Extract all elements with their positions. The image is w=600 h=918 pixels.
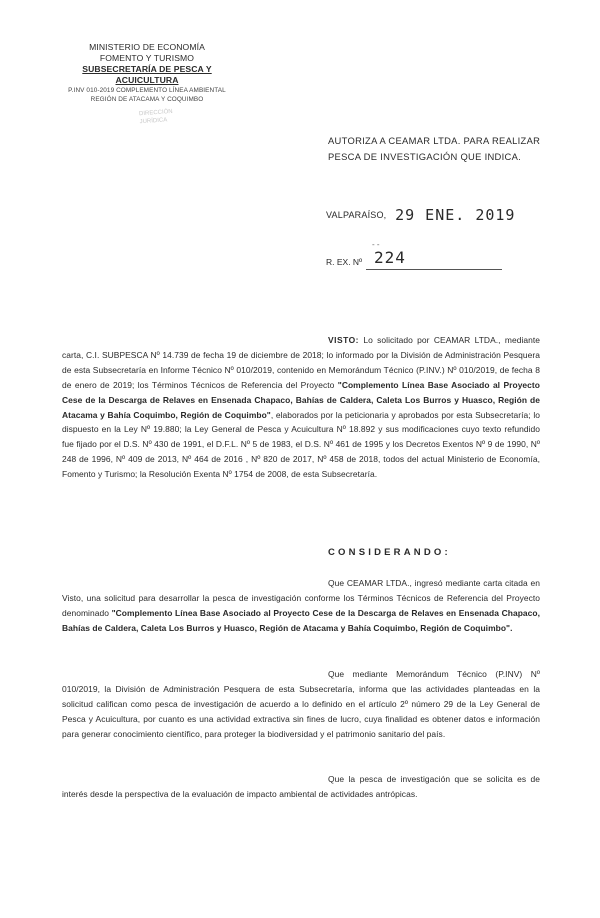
visto-paragraph xyxy=(62,333,540,482)
resolution-dash: - - xyxy=(372,240,380,249)
visto-text-2: , elaborados por la peticionaria y aprobados por esta Subsecretaría; lo dispuesto en la Ley Nº 19.880; la Ley General de Pesca y Acuicultura Nº 18.892 y sus modificaciones cuyo texto refundido fue fijado por el D.S. Nº 430 de 1991, el D.F.L. Nº 5 de 1983, el D.S. Nº 461 de 1995 y los Decretos Exentos Nº 9 de 1990, Nº 248 de 1996, Nº 409 de 2013, Nº 464 de 2016 , Nº 820 de 2017, Nº 458 de 2018, todos del actual Ministerio de Economía, Fomento y Turismo; la Resolución Exenta Nº 1754 de 2008, de esta Subsecretaría. xyxy=(62,409,540,480)
place-date xyxy=(326,204,515,222)
resolution-prefix: R. EX. Nº xyxy=(326,257,363,267)
considerando-paragraph-2: Que mediante Memorándum Técnico (P.INV) Nº 010/2019, la División de Administración Pesquera de esta Subsecretaría, informa que las actividades planteadas en la solicitud califican como pesca de investigación de acuerdo a lo definido en el artículo 2º número 29 de la Ley General de Pesca y Acuicultura, por cuanto es una actividad extractiva sin fines de lucro, cuya finalidad es obtener datos e información para generar conocimiento científico, para proteger la biodiversidad y el patrimonio sanitario del país. xyxy=(62,669,540,739)
c1-project-title: "Complemento Línea Base Asociado al Proyecto Cese de la Descarga de Relaves en Ensenada Chapaco, Bahías de Caldera, Caleta Los Burros y Huasco, Región de Atacama y Bahía Coquimbo, Región de Coquimbo". xyxy=(62,607,540,633)
considerando-paragraph-3: Que la pesca de investigación que se solicita es de interés desde la perspectiva de la evaluación de impacto ambiental de actividades antrópicas. xyxy=(62,774,540,799)
stamped-date: 29 ENE. 2019 xyxy=(395,206,516,224)
subject-line-2: PESCA DE INVESTIGACIÓN QUE INDICA. xyxy=(328,151,522,162)
resolution-number-block xyxy=(326,248,526,267)
resolution-number: 224 xyxy=(374,248,406,267)
subsecretaria-line: SUBSECRETARÍA DE PESCA Y ACUICULTURA xyxy=(82,64,212,85)
resolution-underline xyxy=(366,269,502,270)
visto-project-title: "Complemento Línea Base Asociado al Proyecto Cese de la Descarga de Relaves en Ensenada Chapaco, Bahías de Caldera, Caleta Los Burros y Huasco, Región de Atacama y Bahía Coquimbo, Región de Coquimbo" xyxy=(62,379,540,420)
ministry-header xyxy=(52,42,242,104)
considerando-heading: CONSIDERANDO: xyxy=(328,547,451,558)
reference-line-1: P.INV 010-2019 COMPLEMENTO LÍNEA AMBIENTAL xyxy=(68,87,226,94)
ministry-line-2: FOMENTO Y TURISMO xyxy=(99,53,195,63)
c1-text: Que CEAMAR LTDA., ingresó mediante carta citada en Visto, una solicitud para desarrollar la pesca de investigación conforme los Términos Técnicos de Referencia del Proyecto denominado xyxy=(62,578,540,618)
stamp-line-2: JURÍDICA xyxy=(139,117,168,126)
visto-text-1: Lo solicitado por CEAMAR LTDA., mediante carta, C.I. SUBPESCA Nº 14.739 de fecha 19 de diciembre de 2018; lo informado por la División de Administración Pesquera de esta Subsecretaría en Informe Técnico Nº 010/2019, contenido en Memorándum Técnico (P.INV.) Nº 010/2019, de fecha 8 de enero de 2019; los Términos Técnicos de Referencia del Proyecto xyxy=(62,335,540,390)
reference-line-2: REGIÓN DE ATACAMA Y COQUIMBO xyxy=(90,96,204,103)
subject-block xyxy=(328,133,568,165)
faded-stamp xyxy=(139,106,205,146)
ministry-line-1: MINISTERIO DE ECONOMÍA xyxy=(89,42,205,52)
visto-lead: VISTO: xyxy=(328,335,359,345)
subject-line-1: AUTORIZA A CEAMAR LTDA. PARA REALIZAR xyxy=(328,135,541,146)
considerando-paragraph-1 xyxy=(62,576,540,636)
place: VALPARAÍSO, xyxy=(326,210,387,220)
stamp-line-1: DIRECCIÓN xyxy=(138,108,173,118)
